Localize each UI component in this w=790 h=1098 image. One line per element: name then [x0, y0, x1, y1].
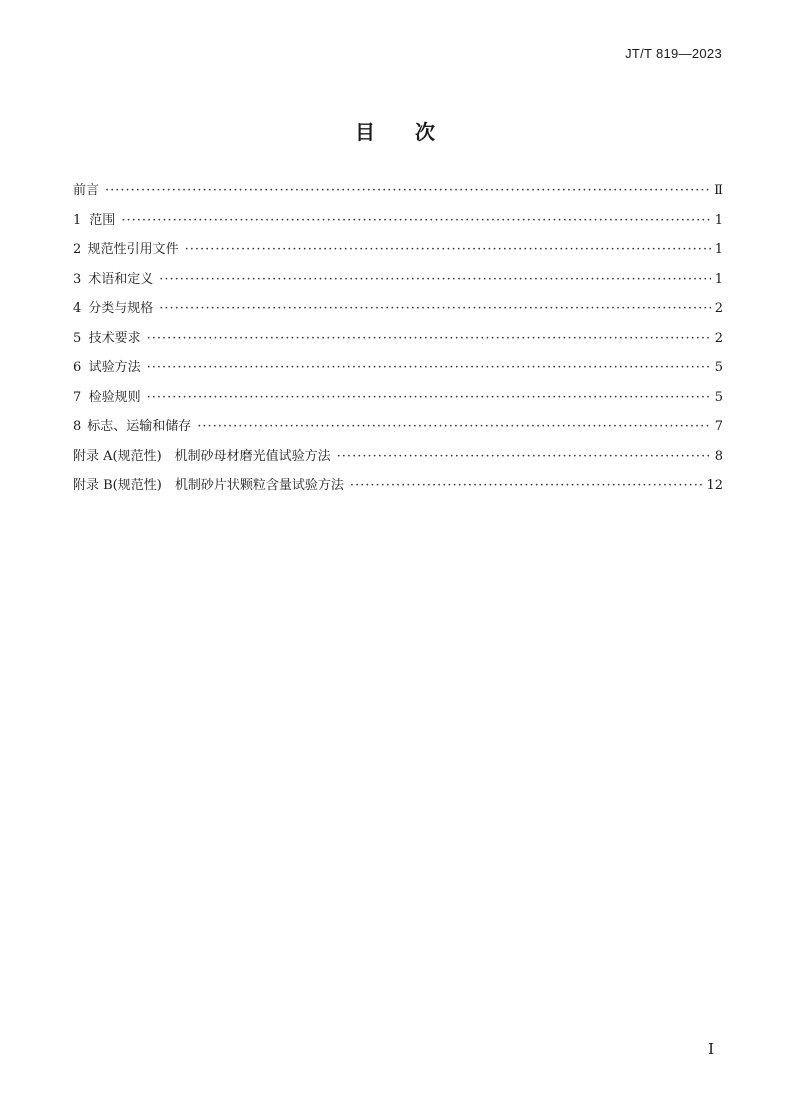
toc-entry-classification[interactable]	[73, 297, 723, 327]
toc-entry-label: 附录 A(规范性) 机制砂母材磨光值试验方法	[73, 448, 331, 464]
toc-entry-inspection-rules[interactable]	[73, 386, 723, 416]
toc-entry-number: 1	[73, 212, 82, 228]
toc-leader-dots	[147, 331, 711, 346]
toc-entry-number: 2	[73, 242, 82, 257]
toc-entry-preface[interactable]	[73, 179, 723, 209]
toc-entry-annex-b[interactable]	[73, 474, 723, 504]
toc-entry-page: 2	[714, 330, 723, 346]
toc-entry-scope[interactable]	[73, 209, 723, 239]
toc-entry-annex-a[interactable]	[73, 445, 723, 475]
toc-entry-technical-requirements[interactable]	[73, 327, 723, 357]
toc-leader-dots	[185, 242, 711, 257]
toc-leader-dots	[159, 301, 710, 316]
toc-entry-label: 标志、运输和储存	[87, 419, 192, 434]
toc-entry-page: Ⅱ	[714, 183, 723, 198]
toc-entry-label: 范围	[89, 212, 116, 228]
toc-entry-label: 规范性引用文件	[87, 242, 179, 257]
toc-list	[73, 179, 723, 504]
toc-entry-page: 5	[714, 389, 723, 405]
toc-entry-terms-definitions[interactable]	[73, 268, 723, 298]
toc-leader-dots	[105, 183, 710, 198]
toc-entry-label: 试验方法	[88, 360, 141, 375]
toc-entry-number: 6	[73, 360, 82, 375]
toc-leader-dots	[197, 419, 711, 434]
toc-entry-number: 7	[73, 389, 82, 405]
toc-entry-test-methods[interactable]	[73, 356, 723, 386]
toc-entry-label: 检验规则	[88, 389, 141, 405]
toc-entry-page: 5	[714, 360, 723, 375]
toc-entry-label: 前言	[73, 183, 100, 198]
toc-entry-normative-references[interactable]	[73, 238, 723, 268]
toc-entry-marking-transport-storage[interactable]	[73, 415, 723, 445]
toc-entry-label: 分类与规格	[88, 301, 154, 316]
toc-leader-dots	[121, 213, 710, 228]
toc-entry-number: 8	[73, 419, 82, 434]
toc-entry-number: 3	[73, 271, 82, 287]
toc-entry-page: 12	[706, 478, 723, 493]
toc-entry-number: 4	[73, 301, 82, 316]
toc-entry-page: 1	[714, 271, 723, 287]
toc-entry-page: 2	[714, 301, 723, 316]
toc-entry-number: 5	[73, 330, 82, 346]
toc-leader-dots	[159, 272, 710, 287]
toc-leader-dots	[147, 390, 711, 405]
toc-entry-page: 8	[714, 448, 723, 464]
toc-entry-page: 1	[714, 242, 723, 257]
standard-code: JT/T 819—2023	[625, 46, 722, 61]
toc-leader-dots	[350, 478, 703, 493]
toc-leader-dots	[337, 449, 711, 464]
toc-entry-label: 技术要求	[88, 330, 141, 346]
toc-entry-label: 附录 B(规范性) 机制砂片状颗粒含量试验方法	[73, 478, 344, 493]
toc-entry-label: 术语和定义	[88, 271, 154, 287]
toc-entry-page: 1	[714, 212, 723, 228]
page-number: I	[708, 1040, 714, 1058]
toc-entry-page: 7	[714, 419, 723, 434]
toc-leader-dots	[147, 360, 711, 375]
toc-title: 目次	[355, 120, 475, 144]
